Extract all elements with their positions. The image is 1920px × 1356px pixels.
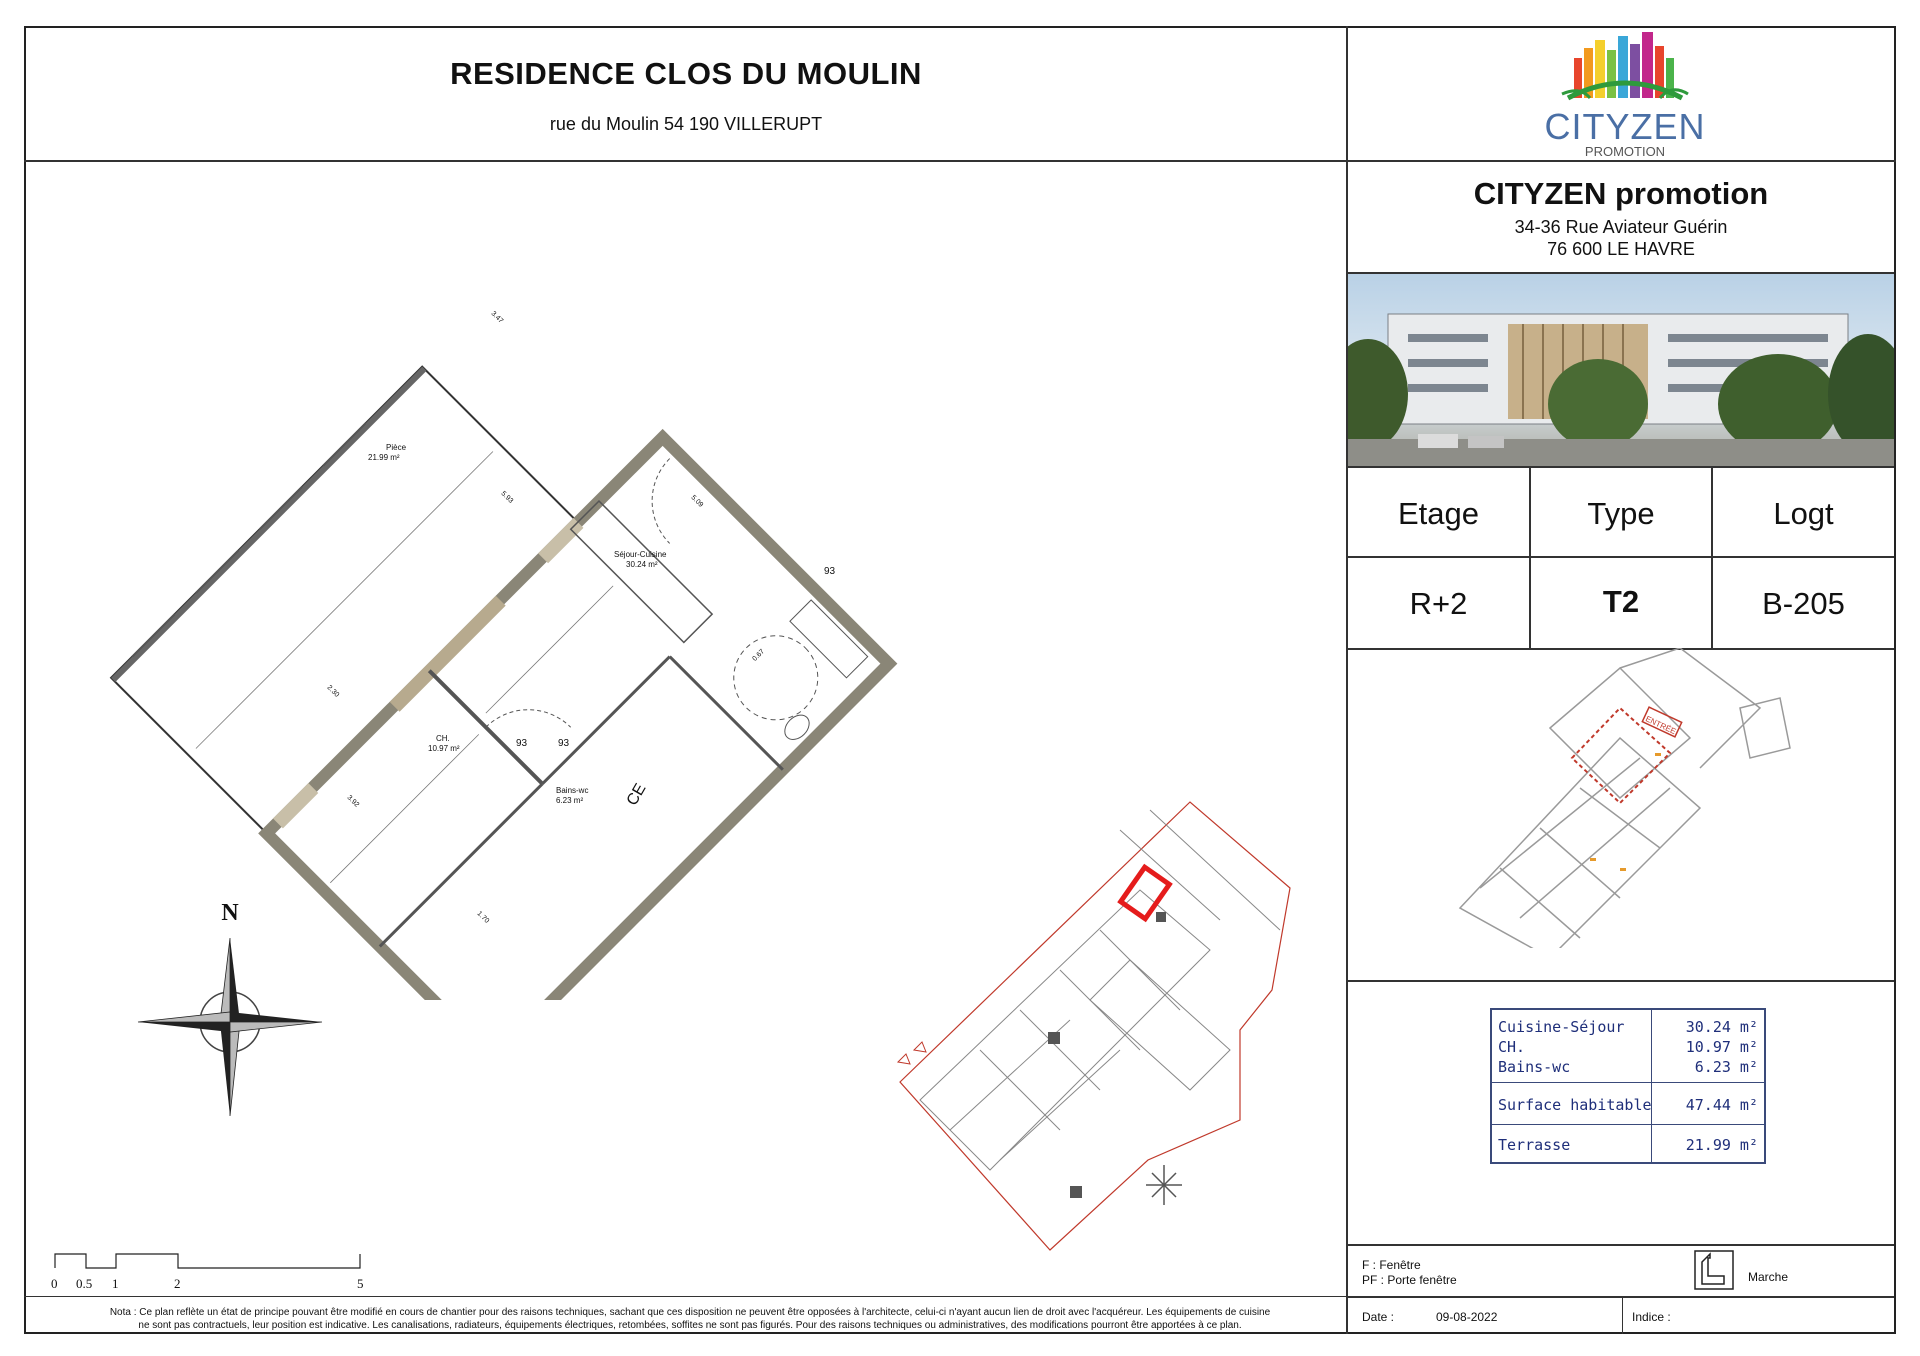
dimension-2: 5.93 bbox=[499, 490, 515, 505]
header-etage: Etage bbox=[1397, 496, 1479, 531]
date-label: Date : bbox=[1362, 1310, 1395, 1324]
footer-divider-left bbox=[24, 1296, 1348, 1297]
table-col-divider-2 bbox=[1711, 466, 1713, 650]
promoter-address bbox=[1348, 216, 1894, 260]
dimension-6: 1.70 bbox=[475, 910, 491, 925]
page-address: rue du Moulin 54 190 VILLERUPT bbox=[549, 114, 823, 134]
door-width-2: 93 bbox=[558, 738, 570, 749]
photo-divider bbox=[1348, 466, 1894, 468]
indice-label: Indice : bbox=[1632, 1310, 1671, 1324]
logo-text: CITYZEN bbox=[1544, 106, 1706, 147]
room-ch-area: 10.97 m² bbox=[428, 744, 460, 753]
entree-label: ENTRÉE bbox=[1644, 714, 1678, 737]
door-width-1: 93 bbox=[516, 738, 528, 749]
room-sejour-area: 30.24 m² bbox=[626, 560, 658, 569]
value-logt: B-205 bbox=[1762, 586, 1845, 621]
scale-tick-0: 0 bbox=[51, 1276, 58, 1291]
dimension-1: 3.47 bbox=[489, 310, 505, 325]
dimension-7: 0.67 bbox=[751, 648, 767, 663]
water-heater-label: CE bbox=[623, 780, 650, 809]
table-row-divider bbox=[1348, 556, 1894, 558]
legend-marche: Marche bbox=[1748, 1270, 1789, 1284]
key-plan-building bbox=[1440, 648, 1800, 948]
date-value: 09-08-2022 bbox=[1436, 1310, 1498, 1324]
marche-icon bbox=[1694, 1250, 1734, 1290]
value-type: T2 bbox=[1602, 584, 1640, 619]
surfaces-row-divider-2 bbox=[1490, 1124, 1766, 1125]
surface-value-terrasse: 21.99 m² bbox=[1685, 1136, 1758, 1154]
room-bains-area: 6.23 m² bbox=[556, 796, 584, 805]
site-compass-icon bbox=[1146, 1165, 1182, 1205]
scale-tick-2: 2 bbox=[174, 1276, 181, 1291]
header-logt: Logt bbox=[1773, 496, 1834, 531]
table-col-divider-1 bbox=[1529, 466, 1531, 650]
scale-tick-05: 0.5 bbox=[76, 1276, 93, 1291]
logo-subtext: PROMOTION bbox=[1584, 144, 1666, 159]
footer-divider-right bbox=[1348, 1296, 1894, 1298]
dimension-4: 2.30 bbox=[325, 684, 341, 699]
legend-fenetre: F : Fenêtre bbox=[1362, 1258, 1421, 1272]
legend-divider bbox=[1348, 1244, 1894, 1246]
footer-col-divider bbox=[1622, 1298, 1623, 1334]
surface-label-ch: CH. bbox=[1498, 1038, 1526, 1056]
promoter-address-line2: 76 600 LE HAVRE bbox=[1547, 239, 1695, 259]
legend-porte-fenetre: PF : Porte fenêtre bbox=[1362, 1273, 1457, 1287]
room-ch-label: CH. bbox=[436, 734, 450, 743]
compass-north-label: N bbox=[221, 900, 239, 926]
surface-label-bains: Bains-wc bbox=[1498, 1058, 1571, 1076]
footer-note-line1: Nota : Ce plan reflète un état de principe pouvant être modifié en cours de chantier pour des raisons techniques, sachant que ces disposition ne peuvent être opposées à l'architecte, celui-ci n'ayant aucun lien de droit avec l'acquéreur. Les équipements de cuisine bbox=[109, 1307, 1271, 1318]
promoter-name: CITYZEN promotion bbox=[1473, 176, 1769, 211]
room-bains-label: Bains-wc bbox=[556, 786, 589, 795]
promoter-address-line1: 34-36 Rue Aviateur Guérin bbox=[1514, 217, 1728, 237]
header-divider bbox=[24, 160, 1896, 162]
dimension-3: 5.09 bbox=[689, 494, 705, 509]
surface-label-terrasse: Terrasse bbox=[1498, 1136, 1571, 1154]
site-plan bbox=[890, 800, 1300, 1260]
surface-value-ch: 10.97 m² bbox=[1685, 1038, 1758, 1056]
surface-value-habitable: 47.44 m² bbox=[1685, 1096, 1758, 1114]
keyplan-divider bbox=[1348, 980, 1894, 982]
header-type: Type bbox=[1587, 496, 1655, 531]
footer-note bbox=[40, 1306, 1340, 1332]
scale-bar bbox=[50, 1250, 370, 1274]
footer-note-line2: ne sont pas contractuels, leur position est indicative. Les canalisations, radiateurs, équipements électriques, retombées, soffites ne sont pas figurés. Pour des raisons techniques ou administratives, des modifications pourront être apportées à ce plan. bbox=[138, 1320, 1242, 1331]
surface-label-sejour: Cuisine-Séjour bbox=[1498, 1018, 1625, 1036]
scale-tick-5: 5 bbox=[357, 1276, 364, 1291]
room-sejour-label: Séjour-Cuisine bbox=[614, 550, 667, 559]
scale-tick-1: 1 bbox=[112, 1276, 119, 1291]
surfaces-row-divider-1 bbox=[1490, 1082, 1766, 1083]
cityzen-logo bbox=[1540, 28, 1710, 158]
surface-value-sejour: 30.24 m² bbox=[1685, 1018, 1758, 1036]
dimension-5: 3.92 bbox=[345, 794, 361, 809]
room-piece-label: Pièce bbox=[386, 443, 407, 452]
page-title: RESIDENCE CLOS DU MOULIN bbox=[450, 56, 922, 91]
surface-label-habitable: Surface habitable bbox=[1498, 1096, 1652, 1114]
surface-value-bains: 6.23 m² bbox=[1694, 1058, 1758, 1076]
door-width-3: 93 bbox=[824, 566, 836, 577]
room-piece-area: 21.99 m² bbox=[368, 453, 400, 462]
building-photo bbox=[1348, 274, 1894, 466]
surfaces-col-divider bbox=[1651, 1008, 1652, 1164]
value-etage: R+2 bbox=[1409, 586, 1468, 621]
